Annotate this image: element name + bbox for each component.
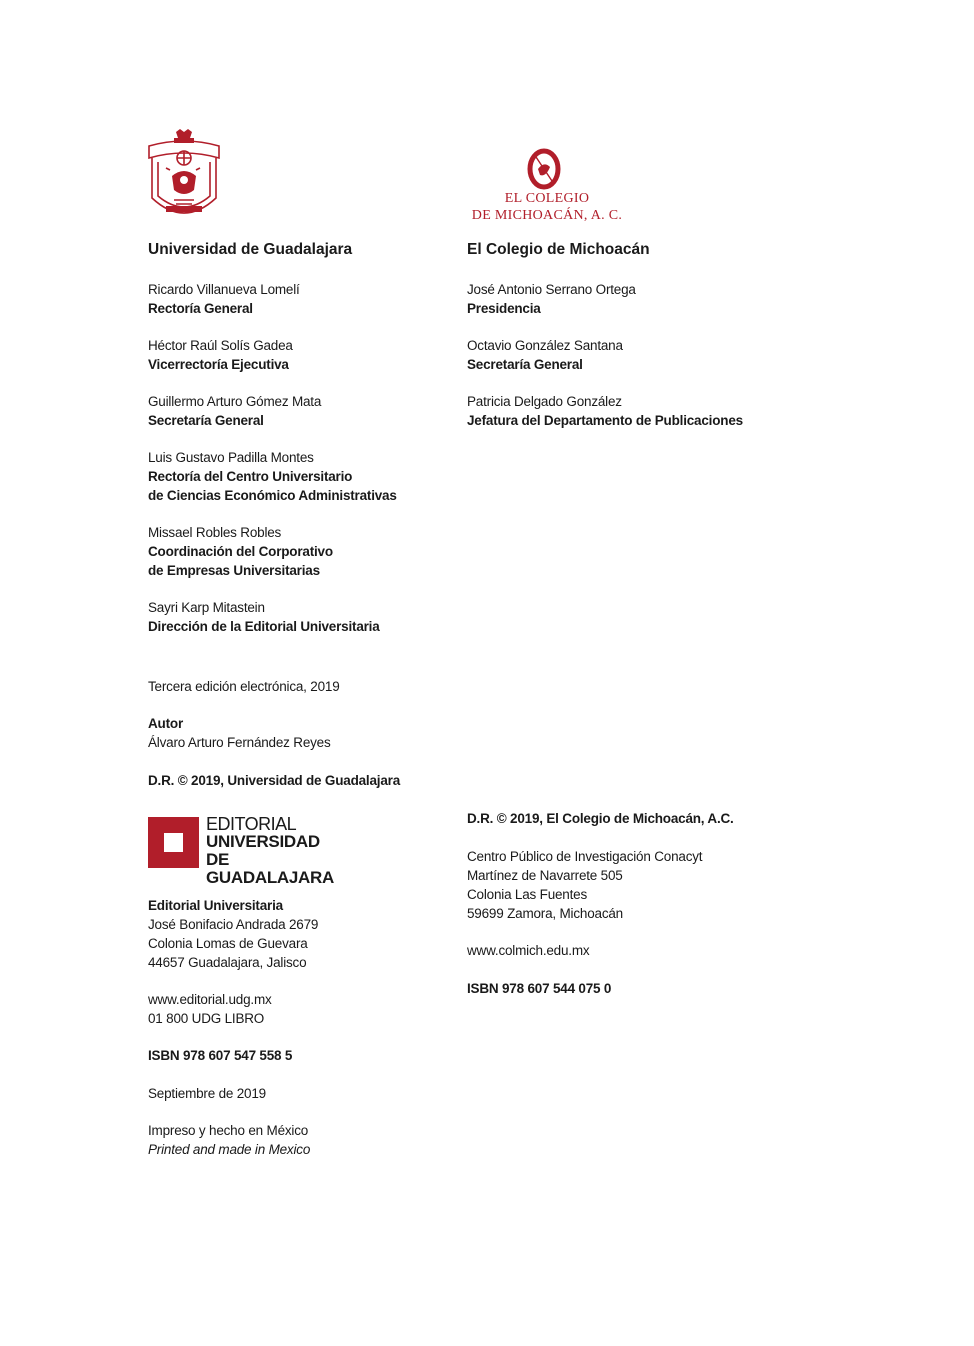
official-role: Secretaría General [148,413,264,428]
editorial-info [148,896,448,972]
edition-note [148,677,448,696]
official-role: Jefatura del Departamento de Publicaciones [467,413,743,428]
colmich-address-4: 59699 Zamora, Michoacán [467,906,623,921]
colmich-logo-line2: DE MICHOACÁN, A. C. [471,208,623,223]
udg-title: Universidad de Guadalajara [148,241,353,258]
editorial-logo-line2: UNIVERSIDAD [206,832,320,851]
udg-official-2 [148,336,448,374]
official-name: Guillermo Arturo Gómez Mata [148,394,322,409]
colmich-isbn: ISBN 978 607 544 075 0 [467,981,612,996]
colmich-official-2 [467,336,787,374]
editorial-logo-text [206,815,348,887]
udg-official-3 [148,392,448,430]
official-role: Vicerrectoría Ejecutiva [148,357,289,372]
editorial-contact [148,990,448,1028]
colmich-title: El Colegio de Michoacán [467,241,650,258]
udg-official-4 [148,448,448,505]
official-role: Secretaría General [467,357,583,372]
official-name: Luis Gustavo Padilla Montes [148,450,314,465]
editorial-address-2: Colonia Lomas de Guevara [148,936,308,951]
official-name: Sayri Karp Mitastein [148,600,265,615]
udg-crest-icon [146,128,222,226]
official-name: Missael Robles Robles [148,525,282,540]
edition-text: Tercera edición electrónica, 2019 [148,679,340,694]
author-name: Álvaro Arturo Fernández Reyes [148,735,331,750]
official-role: Rectoría General [148,301,253,316]
official-name: José Antonio Serrano Ortega [467,282,636,297]
editorial-address-1: José Bonifacio Andrada 2679 [148,917,319,932]
official-name: Héctor Raúl Solís Gadea [148,338,293,353]
colmich-official-1 [467,280,787,318]
colmich-official-3 [467,392,787,430]
printed-note [148,1121,448,1159]
editorial-square-icon [148,817,199,868]
editorial-logo-line3: DE GUADALAJARA [206,850,334,887]
printed-en: Printed and made in Mexico [148,1142,311,1157]
colmich-logo-text [467,190,627,224]
official-role-line2: de Ciencias Económico Administrativas [148,488,397,503]
official-role: Rectoría del Centro Universitario [148,469,353,484]
printed-es: Impreso y hecho en México [148,1123,309,1138]
editorial-logo [148,814,348,887]
official-name: Ricardo Villanueva Lomelí [148,282,300,297]
editorial-name: Editorial Universitaria [148,898,283,913]
official-name: Octavio González Santana [467,338,623,353]
official-role: Dirección de la Editorial Universitaria [148,619,380,634]
editorial-phone: 01 800 UDG LIBRO [148,1011,265,1026]
udg-official-6 [148,598,448,636]
official-role: Presidencia [467,301,541,316]
official-name: Patricia Delgado González [467,394,622,409]
colmich-address-3: Colonia Las Fuentes [467,887,588,902]
editorial-web: www.editorial.udg.mx [148,992,272,1007]
dr-colmich: D.R. © 2019, El Colegio de Michoacán, A.C. [467,811,734,826]
editorial-isbn: ISBN 978 607 547 558 5 [148,1048,293,1063]
colmich-logo-icon [522,147,566,191]
editorial-address-3: 44657 Guadalajara, Jalisco [148,955,307,970]
dr-udg: D.R. © 2019, Universidad de Guadalajara [148,773,401,788]
udg-official-5 [148,523,448,580]
colmich-address [467,847,787,923]
colmich-web: www.colmich.edu.mx [467,943,590,958]
colmich-address-1: Centro Público de Investigación Conacyt [467,849,703,864]
udg-official-1 [148,280,448,318]
editorial-logo-line1: EDITORIAL [206,814,297,834]
official-role: Coordinación del Corporativo [148,544,333,559]
colmich-logo-line1: EL COLEGIO [504,191,590,206]
author-block [148,714,448,752]
official-role-line2: de Empresas Universitarias [148,563,320,578]
colmich-address-2: Martínez de Navarrete 505 [467,868,623,883]
editorial-date: Septiembre de 2019 [148,1086,266,1101]
author-label: Autor [148,716,183,731]
